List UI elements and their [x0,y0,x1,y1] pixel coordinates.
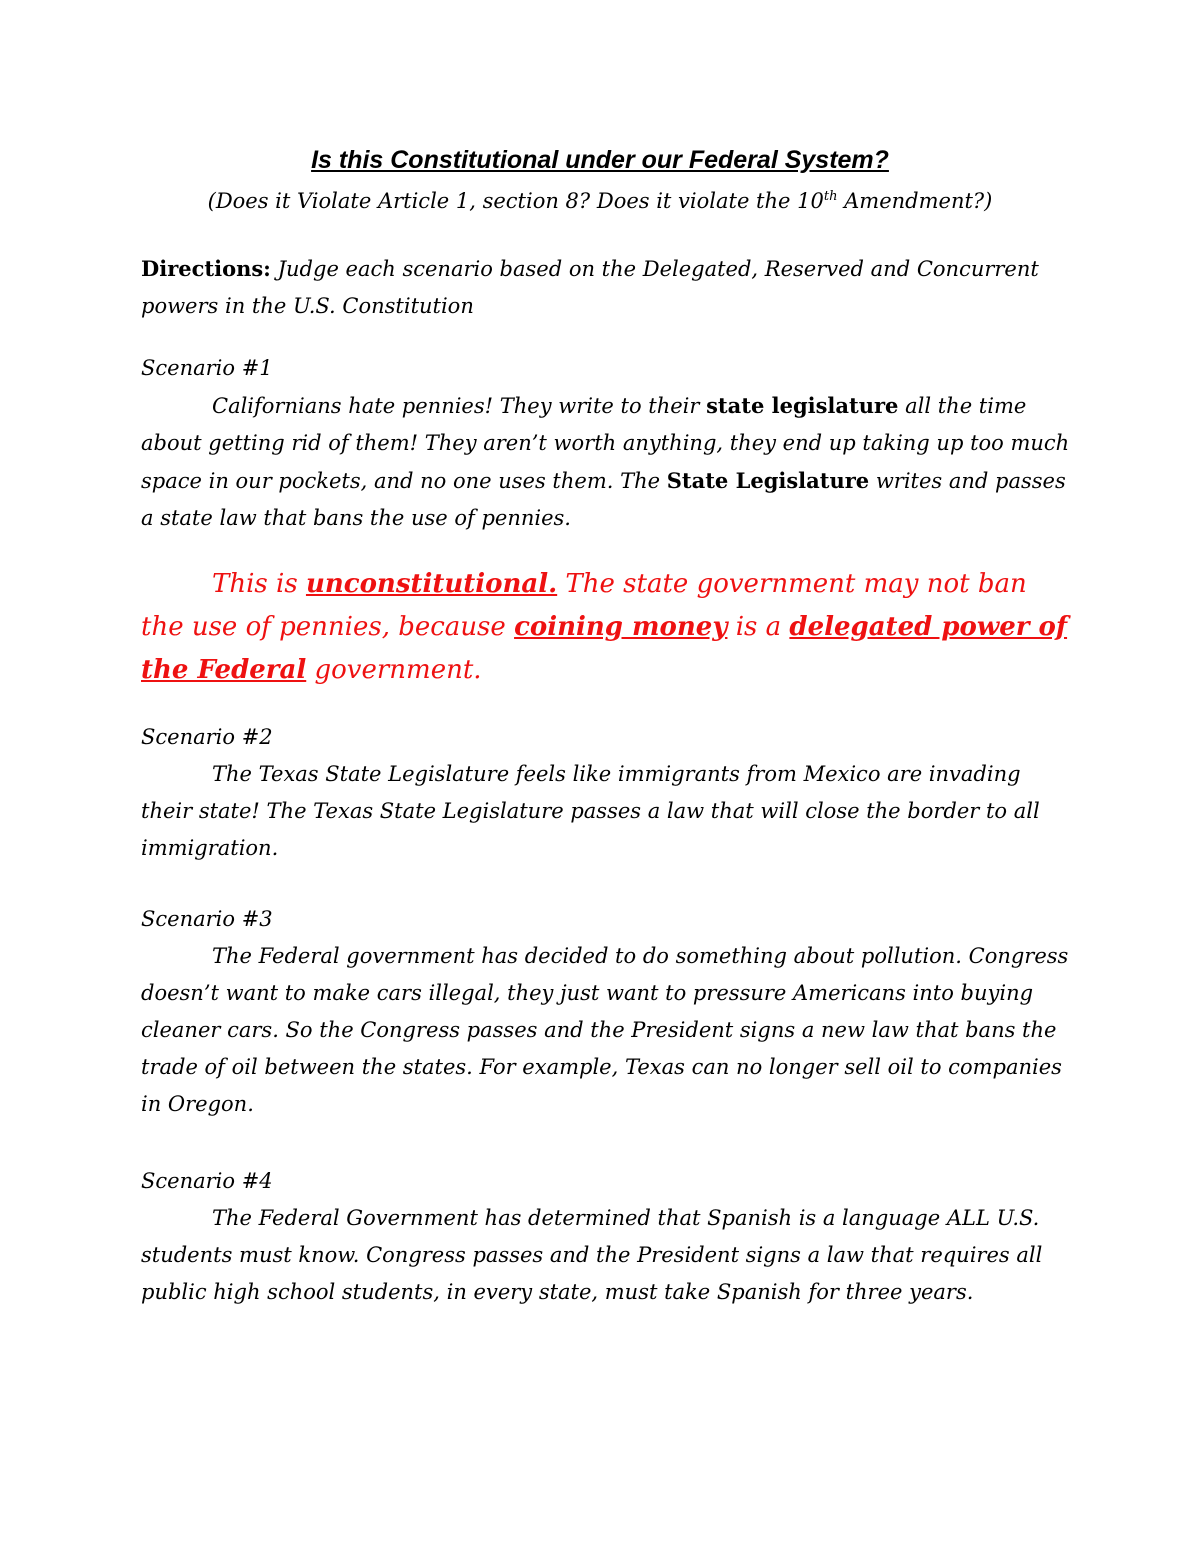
subtitle-text-end: Amendment?) [837,189,993,213]
directions-text: Judge each scenario based on the Delegated, Reserved and Concurrent powers in the U.S. Constitution [141,257,1039,318]
subtitle-text-start: (Does it Violate Article 1, section 8? Does it violate the 10 [207,189,824,213]
answer-text-1: This is [212,569,306,599]
scenario-1-bold-state-legislature: state legislature [706,393,899,418]
scenario-4-text: The Federal Government has determined that Spanish is a language ALL U.S. students must know. Congress passes and the President signs a law that requires all public high school students, in every state, must take Spanish for three years. [141,1206,1043,1304]
directions-label: Directions: [141,256,271,281]
document-subtitle [0,184,1200,218]
scenario-4-heading: Scenario #4 [141,1169,273,1193]
scenario-1-text-part-1: Californians hate pennies! They write to their [212,394,707,418]
answer-text-2: The state government may not ban the use of pennies, because [141,569,1027,642]
scenario-4 [141,1163,1071,1311]
scenario-1-text [141,387,1071,537]
scenario-2-heading: Scenario #2 [141,725,273,749]
scenario-2-text: The Texas State Legislature feels like immigrants from Mexico are invading their state! The Texas State Legislature passes a law that will close the border to all immigration. [141,762,1040,860]
scenario-1-bold-state-legislature-2: State Legislature [666,468,870,493]
answer-coining-money: coining money [514,612,728,642]
scenario-3 [141,901,1071,1123]
directions-paragraph [141,250,1071,325]
answer-text-3: is a [727,612,790,642]
scenario-1-answer [141,563,1071,692]
document-title: Is this Constitutional under our Federal System? [311,146,889,174]
answer-delegated-power: delegated power of the Federal [141,612,1068,685]
scenario-1-text-part-2: all the time about getting rid of them! They aren’t worth anything, they end up taking up too much space in our pockets, and no one uses them. The [141,394,1070,493]
scenario-3-text: The Federal government has decided to do something about pollution. Congress doesn’t want to make cars illegal, they just want to pressure Americans into buying cleaner cars. So the Congress passes and the President signs a new law that bans the trade of oil between the states. For example, Texas can no longer sell oil to companies in Oregon. [141,944,1069,1116]
subtitle-superscript: th [823,189,838,204]
scenario-2 [141,719,1071,867]
scenario-3-heading: Scenario #3 [141,907,273,931]
answer-unconstitutional: unconstitutional. [305,569,558,599]
answer-text-4: government. [306,655,482,685]
scenario-1 [141,350,1071,537]
scenario-1-text-part-3: writes and passes a state law that bans the use of pennies. [141,469,1066,530]
scenario-1-heading: Scenario #1 [141,356,273,380]
